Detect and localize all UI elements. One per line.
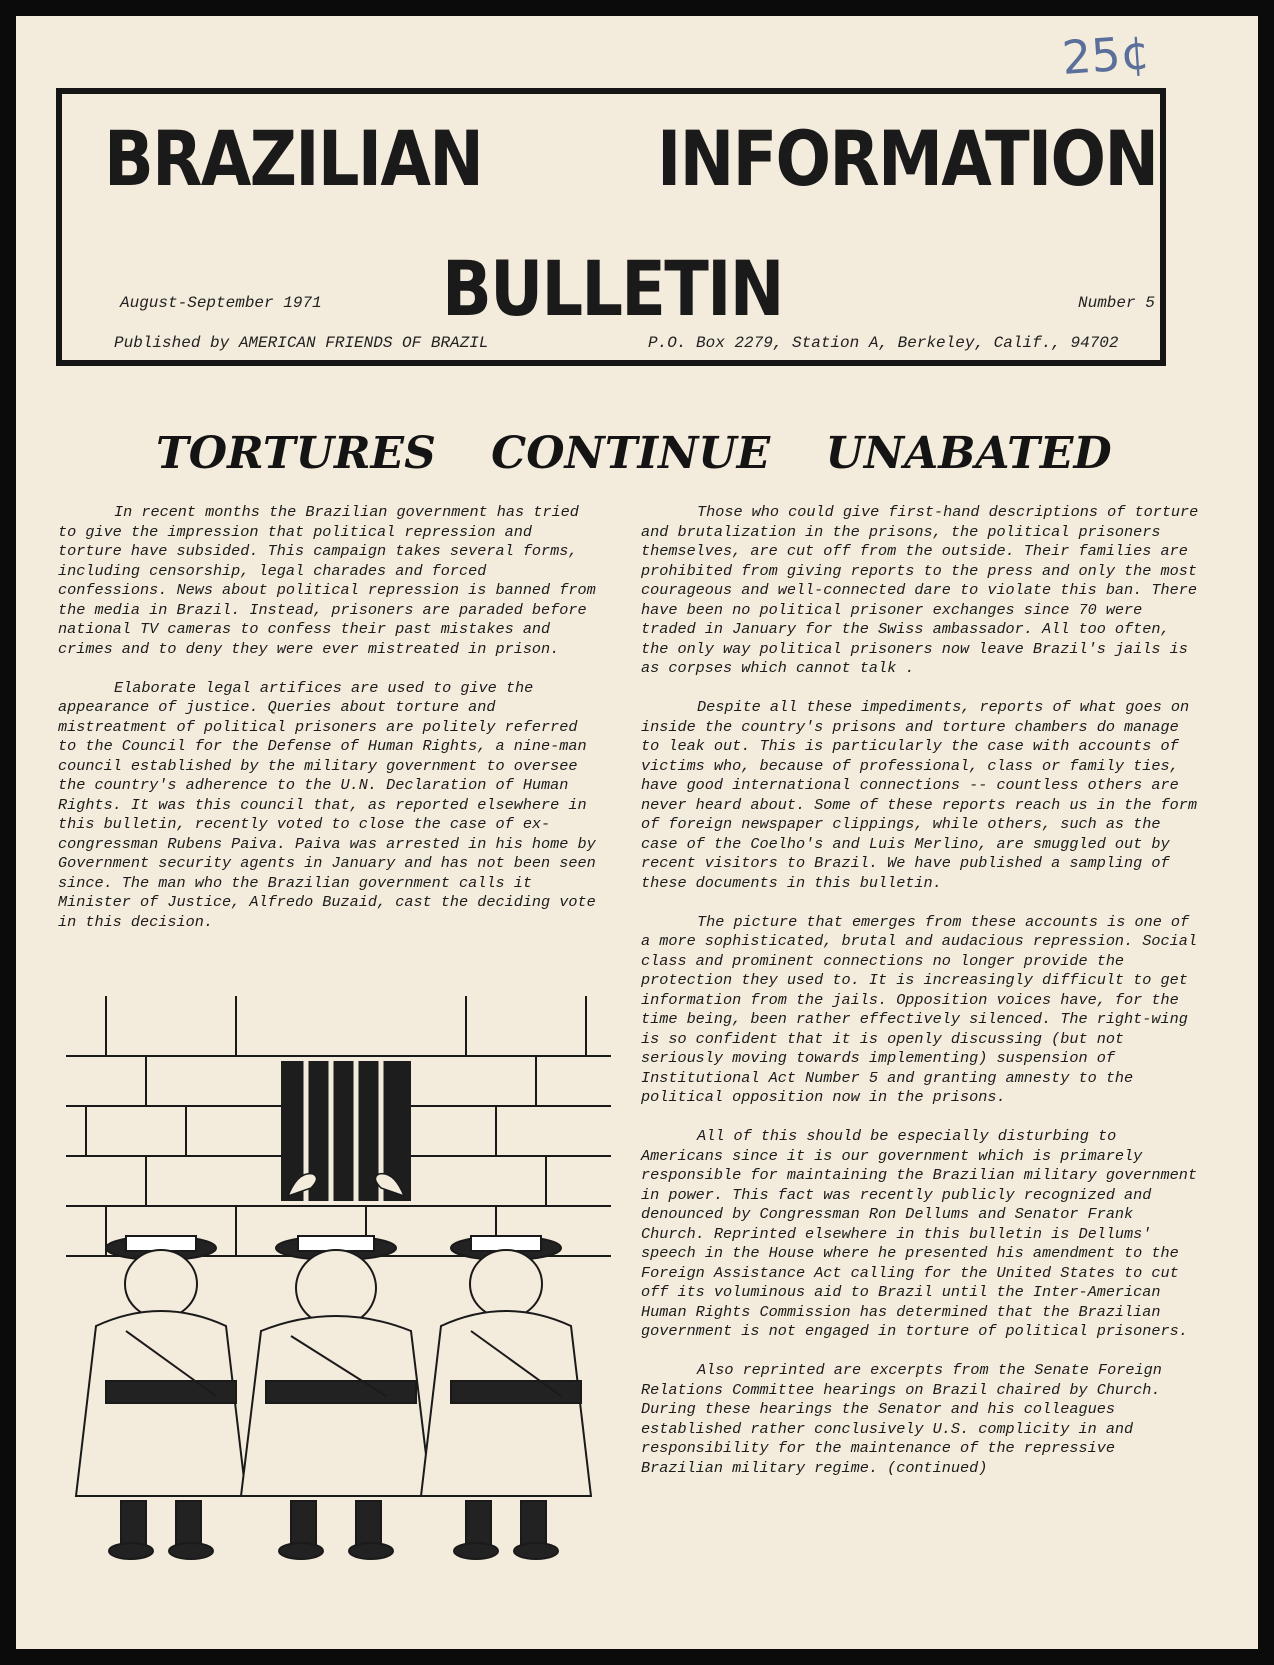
paragraph: Despite all these impediments, reports of what goes on inside the country's prisons and torture chambers do manage to leak out. This is particularly the case with accounts of victims who, because of professional, class or family ties, have good international connections -- countless others are never heard about. Some of these reports reach us in the form of foreign newspaper clippings, while others, such as the case of the Coelho's and Luis Merlino, are smuggled out by recent visitors to Brazil. We have published a sampling of these documents in this bulletin. bbox=[641, 698, 1197, 892]
issue-date: August-September 1971 bbox=[120, 294, 322, 312]
paragraph: The picture that emerges from these accounts is one of a more sophisticated, brutal and audacious repression. Social class and prominent connections no longer provide the protection they used to. It is increasingly difficult to get information from the jails. Opposition voices have, for the time being, been rather effectively silenced. The right-wing is so confident that it is openly discussing (but not seriously moving towards implementing) suspension of Institutional Act Number 5 and granting amnesty to the political opposition now in the prisons. bbox=[641, 912, 1197, 1106]
masthead bbox=[56, 88, 1166, 366]
headline: TORTURES CONTINUE UNABATED bbox=[156, 428, 1112, 479]
paragraph: Those who could give first-hand descriptions of torture and brutalization in the prisons, the political prisoners themselves, are cut off from the outside. Their families are prohibited from giving reports to the press and only the most courageous and well-connected dare to violate this ban. There have been no political prisoner exchanges since 70 were traded in January for the Swiss ambassador. All too often, the only way political prisoners now leave Brazil's jails is as corpses which cannot talk . bbox=[641, 503, 1199, 677]
issue-number: Number 5 bbox=[1078, 294, 1155, 312]
masthead-title-brazilian: BRAZILIAN bbox=[104, 114, 483, 203]
paragraph-last bbox=[641, 1361, 1201, 1478]
bulletin-page bbox=[16, 16, 1258, 1649]
paragraph: Elaborate legal artifices are used to give the appearance of justice. Queries about torture and mistreatment of political prisoners are politely referred to the Council for the Defense of Human Rights, a nine-man council established by the military government to oversee the country's adherence to the U.N. Declaration of Human Rights. It was this council that, as reported elsewhere in this bulletin, recently voted to close the case of ex-congressman Rubens Paiva. Paiva was arrested in his home by Government security agents in January and has not been seen since. The man who the Brazilian government calls it Minister of Justice, Alfredo Buzaid, cast the deciding vote in this decision. bbox=[58, 678, 596, 931]
masthead-title-bulletin: BULLETIN bbox=[442, 244, 783, 333]
publisher-line: Published by AMERICAN FRIENDS OF BRAZIL bbox=[114, 334, 489, 352]
left-column bbox=[58, 503, 603, 952]
price-mark: 25¢ bbox=[1060, 25, 1152, 85]
paragraph-text: Also reprinted are excerpts from the Senate Foreign Relations Committee hearings on Brazil chaired by Church. During these hearings the Senator and his colleagues established rather conclusively U.S. complicity in and responsibility for the maintenance of the repressive Brazilian military regime. bbox=[641, 1361, 1162, 1477]
cartoon-three-officers-prison-wall-icon bbox=[66, 996, 611, 1576]
paragraph: In recent months the Brazilian government has tried to give the impression that political repression and torture have subsided. This campaign takes several forms, including censorship, legal charades and forced confessions. News about political repression is banned from the media in Brazil. Instead, prisoners are paraded before national TV cameras to confess their past mistakes and crimes and to deny they were ever mistreated in prison. bbox=[58, 503, 596, 658]
address-line: P.O. Box 2279, Station A, Berkeley, Calif., 94702 bbox=[648, 334, 1119, 352]
right-column bbox=[641, 503, 1201, 1498]
paragraph: All of this should be especially disturbing to Americans since it is our government which is primarely responsible for maintaining the Brazilian military government in power. This fact was recently publicly recognized and denounced by Congressman Ron Dellums and Senator Frank Church. Reprinted elsewhere in this bulletin is Dellums' speech in the House where he presented his amendment to the Foreign Assistance Act calling for the United States to cut off its voluminous aid to Brazil until the Inter-American Human Rights Commission has determined that the Brazilian government is not engaged in torture of political prisoners. bbox=[641, 1127, 1197, 1340]
continued-label: (continued) bbox=[887, 1458, 988, 1477]
masthead-title-information: INFORMATION bbox=[657, 114, 1158, 203]
